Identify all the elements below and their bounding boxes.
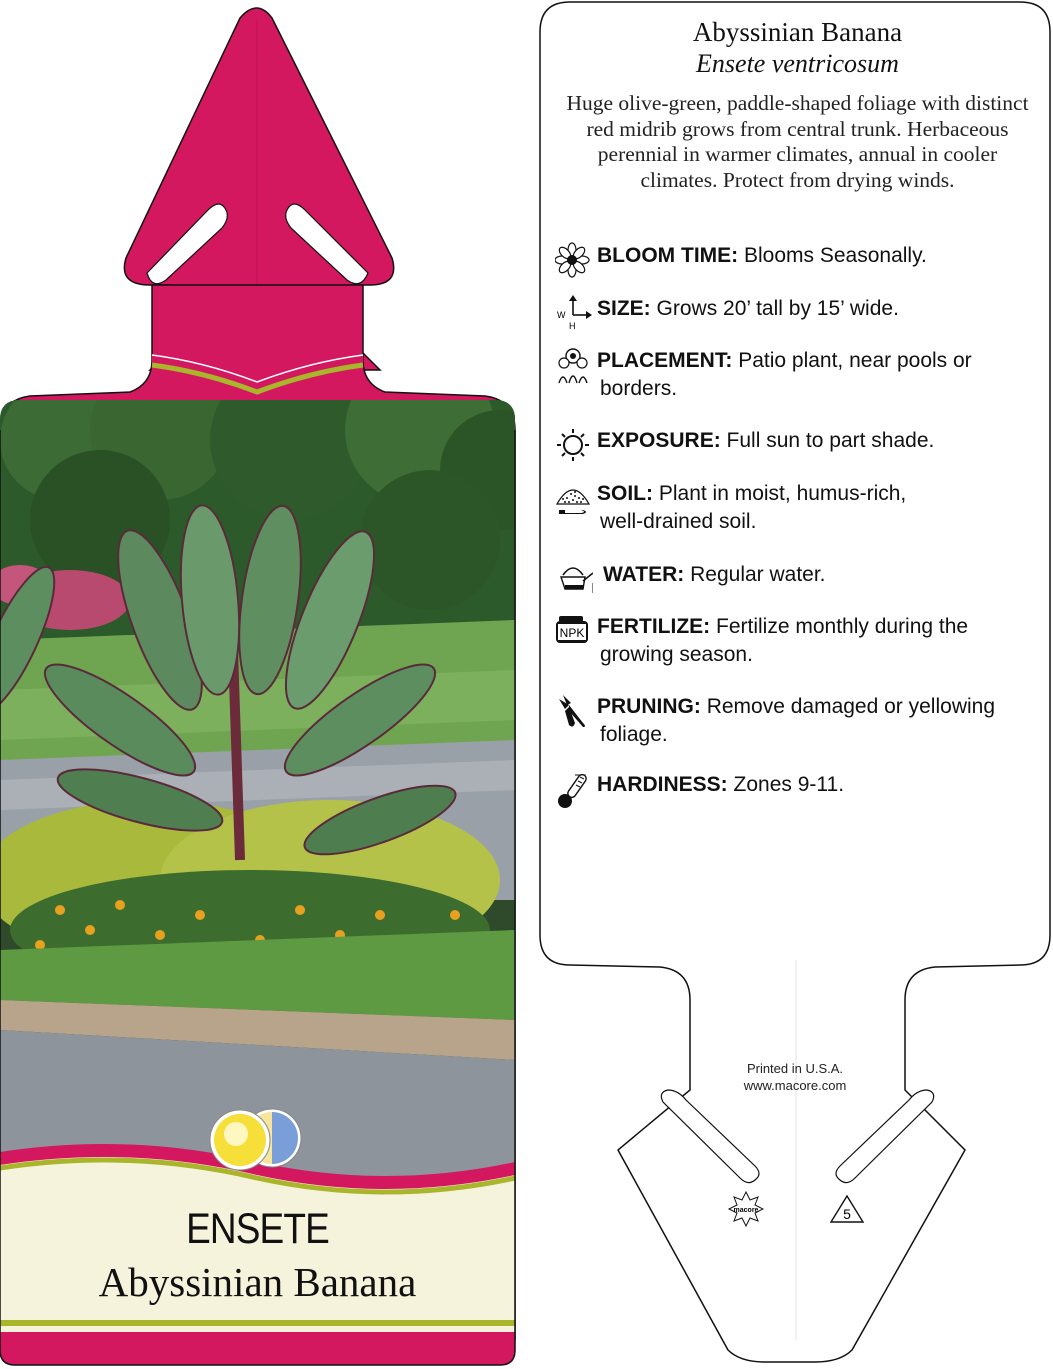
care-value-cont: borders. bbox=[600, 377, 678, 400]
soil-trowel-icon bbox=[555, 480, 593, 520]
care-value: Full sun to part shade. bbox=[726, 429, 935, 452]
care-value-cont: growing season. bbox=[600, 643, 753, 666]
care-value-cont: well-drained soil. bbox=[600, 510, 757, 533]
sun-part-shade-icon bbox=[210, 1109, 301, 1170]
care-value: Zones 9-11. bbox=[733, 773, 845, 796]
website-text: www.macore.com bbox=[743, 1078, 847, 1093]
care-value: Patio plant, near pools or bbox=[738, 349, 972, 372]
care-label: HARDINESS: bbox=[597, 773, 728, 796]
front-genus-name: ENSETE bbox=[186, 1205, 329, 1253]
care-row-exposure bbox=[555, 427, 1035, 457]
care-label: WATER: bbox=[603, 563, 685, 586]
size-arrows-icon bbox=[555, 295, 593, 335]
thermometer-icon bbox=[555, 771, 593, 811]
care-row-fertilize bbox=[555, 613, 1035, 673]
flower-icon bbox=[555, 242, 593, 282]
svg-text:W: W bbox=[557, 310, 566, 320]
care-label: EXPOSURE: bbox=[597, 429, 721, 452]
macore-logo-icon bbox=[729, 1192, 763, 1226]
plant-description: Huge olive-green, paddle-shaped foliage with distinct red midrib grows from central trunk. Herbaceous perennial in warmer climates, annual in cooler climates. Protect from drying winds. bbox=[566, 91, 1029, 193]
care-label: SOIL: bbox=[597, 482, 653, 505]
printed-info bbox=[690, 1060, 900, 1094]
back-tag-outline bbox=[530, 0, 1053, 1369]
care-value: Plant in moist, humus-rich, bbox=[658, 482, 907, 505]
care-label: BLOOM TIME: bbox=[597, 244, 739, 267]
care-value: Fertilize monthly during the bbox=[716, 615, 969, 638]
care-row-soil bbox=[555, 480, 1035, 540]
care-value-cont: foliage. bbox=[600, 723, 668, 746]
care-value: Grows 20’ tall by 15’ wide. bbox=[656, 297, 899, 320]
care-value: Remove damaged or yellowing bbox=[706, 695, 996, 718]
npk-fertilizer-icon bbox=[555, 613, 593, 653]
care-row-hardiness bbox=[555, 771, 1035, 801]
svg-text:NPK: NPK bbox=[559, 626, 585, 640]
flowers-placement-icon bbox=[555, 347, 593, 387]
scientific-name: Ensete ventricosum bbox=[696, 49, 899, 78]
care-row-bloom-time bbox=[555, 242, 1035, 272]
plant-photo bbox=[0, 355, 530, 1180]
back-title: Abyssinian Banana bbox=[692, 17, 903, 47]
care-value: Blooms Seasonally. bbox=[744, 244, 927, 267]
svg-text:macore: macore bbox=[733, 1207, 759, 1214]
care-label: FERTILIZE: bbox=[597, 615, 711, 638]
care-label: PRUNING: bbox=[597, 695, 701, 718]
svg-text:5: 5 bbox=[843, 1206, 851, 1222]
care-label: PLACEMENT: bbox=[597, 349, 733, 372]
care-row-size bbox=[555, 295, 1035, 331]
care-value: Regular water. bbox=[690, 563, 826, 586]
svg-text:H: H bbox=[569, 321, 576, 331]
care-label: SIZE: bbox=[597, 297, 651, 320]
sun-icon bbox=[555, 427, 593, 467]
care-row-placement bbox=[555, 347, 1035, 407]
front-common-name: Abyssinian Banana bbox=[98, 1259, 417, 1305]
printed-in-text: Printed in U.S.A. bbox=[746, 1061, 844, 1076]
care-row-water bbox=[555, 561, 1035, 591]
watering-can-icon bbox=[555, 561, 593, 601]
care-row-pruning bbox=[555, 693, 1035, 753]
pruners-icon bbox=[555, 693, 593, 733]
